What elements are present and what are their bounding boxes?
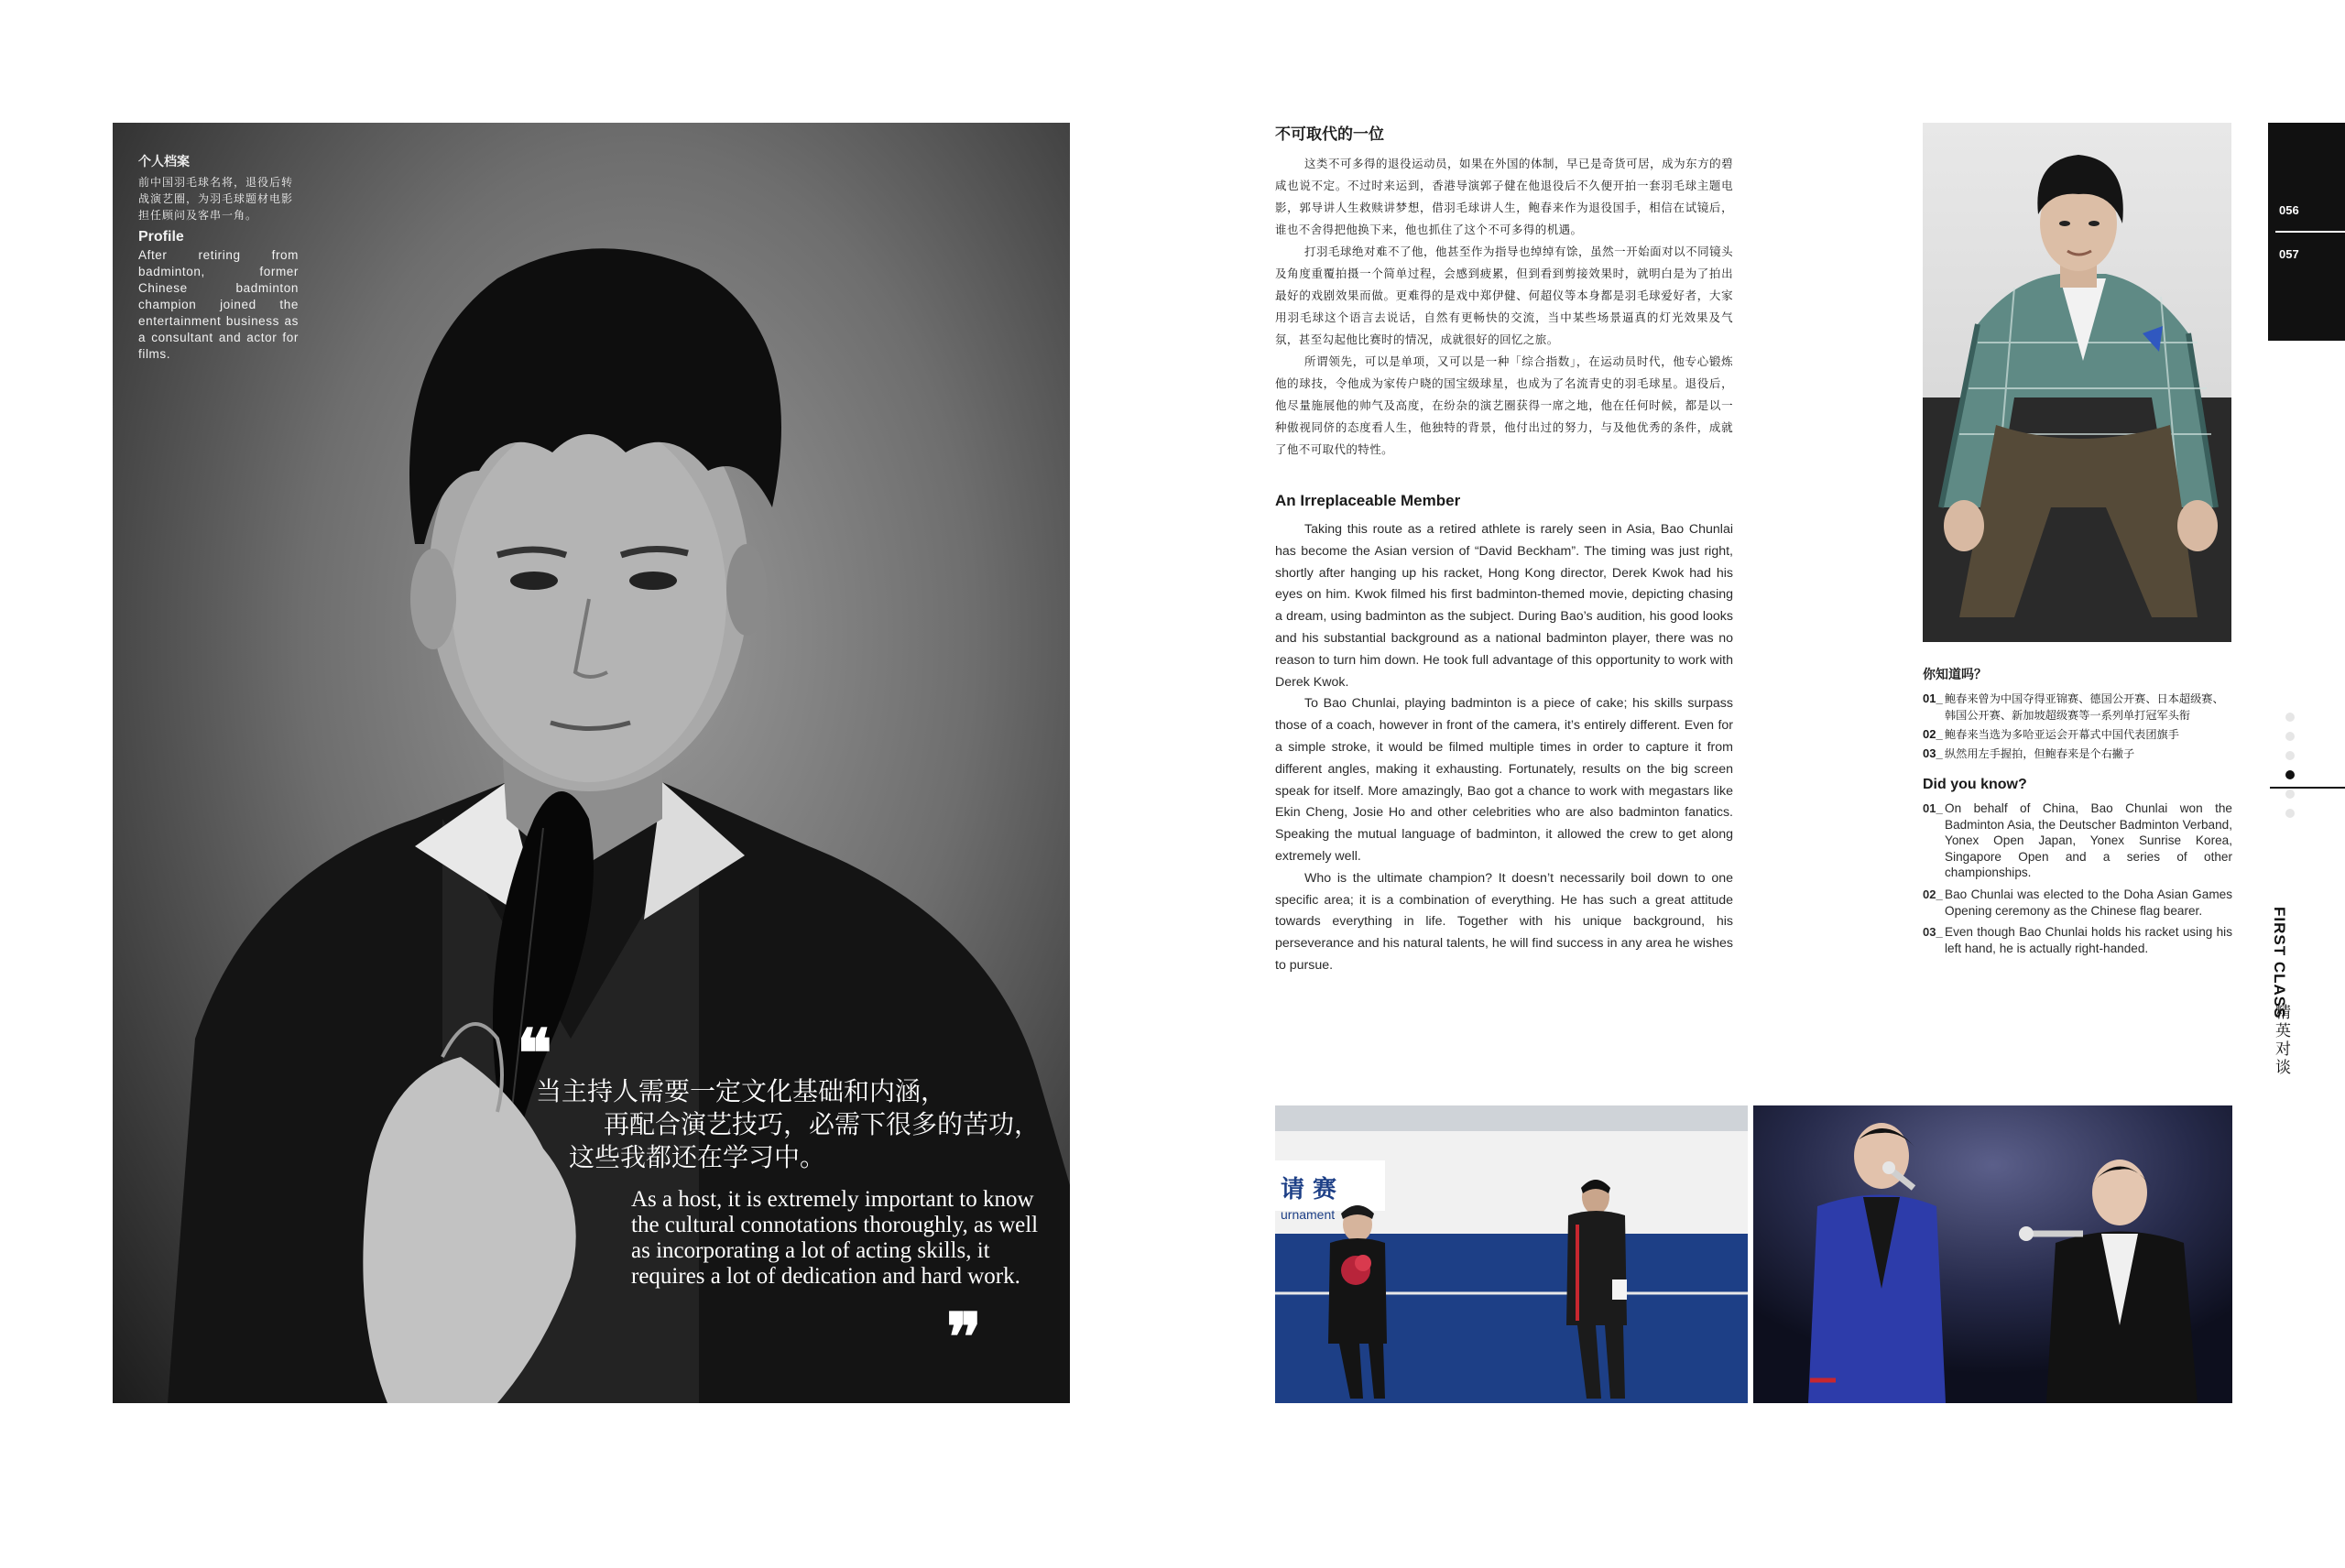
close-quote-icon: ❞: [946, 1298, 982, 1376]
pull-quote-zh-line: 当主持人需要一定文化基础和内涵，: [536, 1076, 947, 1106]
article-zh-paragraph: 所谓领先，可以是单项，又可以是一种「综合指数」，在运动员时代，他专心锻炼他的球技，令他成为家传户晓的国宝级球星，也成为了名流青史的羽毛球星。退役后，他尽量施展他的帅气及高度，在纷杂的演艺圈获得一席之地，他在任何时候，都是以一种傲视同侪的态度看人生，他独特的背景，他付出过的努力，与及他优秀的条件，成就了他不可取代的特性。: [1275, 354, 1733, 456]
open-quote-icon: ❝: [517, 1014, 552, 1092]
dyk-zh-item: [1923, 746, 2232, 762]
pull-quote-en: As a host, it is extremely important to know the cultural connotations thoroughly, as well as incorporating a lot of acting skills, it requires a lot of dedication and hard work.: [631, 1187, 1039, 1289]
progress-dot: [2285, 713, 2295, 722]
page-number-left: 056: [2279, 203, 2299, 217]
dyk-item-number: 01_: [1923, 691, 1943, 705]
article-zh-heading: 不可取代的一位: [1275, 125, 1384, 144]
dyk-item-text: Even though Bao Chunlai holds his racket using his left hand, he is actually right-handed.: [1945, 925, 2232, 955]
dyk-en-title: Did you know?: [1923, 777, 2027, 792]
profile-en-title: Profile: [138, 229, 184, 245]
dyk-item-text: Bao Chunlai was elected to the Doha Asian Games Opening ceremony as the Chinese flag bearer.: [1945, 887, 2232, 918]
article: [1275, 121, 1733, 977]
dyk-item-number: 02_: [1923, 887, 1943, 901]
banner-subtext: urnament: [1281, 1207, 1336, 1222]
sidebar-photo: [1923, 123, 2231, 642]
section-progress-dots: [2281, 713, 2299, 828]
concert-photo: [1753, 1105, 2232, 1403]
section-label-en: FIRST CLASS: [2271, 907, 2288, 1019]
pull-quote-zh: [536, 1075, 1049, 1174]
profile-zh-body: 前中国羽毛球名将，退役后转战演艺圈，为羽毛球题材电影担任顾问及客串一角。: [138, 176, 294, 222]
article-zh-paragraph: 这类不可多得的退役运动员，如果在外国的体制，早已是奇货可居，成为东方的碧咸也说不定。不过时来运到，香港导演郭子健在他退役后不久便开拍一套羽毛球主题电影，郭导讲人生救赎讲梦想，借羽毛球讲人生，鲍春来作为退役国手，相信在试镜后，谁也不舍得把他换下来，他也抓住了这个不可多得的机遇。: [1275, 157, 1733, 236]
progress-dot: [2285, 732, 2295, 741]
dyk-item-text: 鲍春来曾为中国夺得亚锦赛、德国公开赛、日本超级赛、韩国公开赛、新加坡超级赛等一系列单打冠军头衔: [1945, 692, 2224, 722]
article-zh-paragraph: 打羽毛球绝对难不了他，他甚至作为指导也绰绰有馀，虽然一开始面对以不同镜头及角度重覆拍摄一个简单过程，会感到疲累，但到看到剪接效果时，就明白是为了拍出最好的戏剧效果而做。更难得的是戏中郑伊健、何超仪等本身都是羽毛球爱好者，大家用羽毛球这个语言去说话，自然有更畅快的交流，当中某些场景逼真的灯光效果及气氛，甚至勾起他比赛时的情况，成就很好的回忆之旅。: [1275, 245, 1733, 346]
dyk-en-item: [1923, 924, 2232, 956]
article-en-paragraph: Who is the ultimate champion? It doesn’t necessarily boil down to one specific area; it is a combination of everything. He has such a great attitude towards everything in life. Together with his unique background, his perseverance and his natural talents, he will find success in any area he wishes to pursue.: [1275, 870, 1733, 973]
progress-dot: [2285, 789, 2295, 799]
dyk-item-text: 鲍春来当选为多哈亚运会开幕式中国代表团旗手: [1945, 728, 2179, 741]
concert-scene: [1753, 1105, 2232, 1403]
banner-text: 请 赛: [1281, 1176, 1337, 1203]
dyk-en-item: [1923, 800, 2232, 881]
dyk-item-number: 02_: [1923, 727, 1943, 741]
dyk-en-item: [1923, 887, 2232, 919]
pull-quote-zh-line: 这些我都还在学习中。: [569, 1142, 826, 1172]
dyk-item-number: 03_: [1923, 746, 1943, 760]
dyk-item-number: 01_: [1923, 801, 1943, 815]
article-en-heading: An Irreplaceable Member: [1275, 492, 1461, 509]
dyk-zh-item: [1923, 691, 2232, 724]
page-tab-divider: [2275, 231, 2345, 233]
portrait-photo: [113, 123, 1070, 1403]
did-you-know: [1923, 665, 2232, 962]
article-en-paragraph: To Bao Chunlai, playing badminton is a piece of cake; his skills surpass those of a coach, however in front of the camera, it’s entirely different. Even for a simple stroke, it would be filmed multiple times in order to capture it from different angles, making it exhausting. Fortunately, results on the big screen speak for itself. More amazingly, Bao got a chance to work with megastars like Ekin Cheng, Josie Ho and other celebrities who are also badminton fanatics. Speaking the mutual language of badminton, it allowed the crew to get along extremely well.: [1275, 696, 1733, 864]
page-number-right: 057: [2279, 247, 2299, 261]
badminton-ceremony-scene: [1275, 1105, 1748, 1403]
progress-dot: [2285, 809, 2295, 818]
section-label-zh: 精英对谈: [2272, 1004, 2290, 1077]
badminton-ceremony-photo: [1275, 1105, 1748, 1403]
profile-en-body: After retiring from badminton, former Chinese badminton champion joined the entertainment business as a consultant and actor for films.: [138, 248, 299, 361]
progress-dot-active: [2285, 770, 2295, 779]
progress-dot: [2285, 751, 2295, 760]
section-label: [2270, 907, 2301, 1090]
article-en-section: [1275, 492, 1733, 977]
dyk-zh-title: 你知道吗？: [1923, 668, 1987, 682]
dyk-item-text: On behalf of China, Bao Chunlai won the Badminton Asia, the Deutscher Badminton Verband, Yonex Open Japan, Yonex Sunrise Korea, Singapore Open and a series of other championships.: [1945, 801, 2232, 880]
progress-marker-line: [2270, 787, 2345, 789]
pull-quote-zh-line: 再配合演艺技巧，必需下很多的苦功，: [604, 1109, 1041, 1139]
article-zh-section: [1275, 121, 1733, 461]
dyk-zh-item: [1923, 726, 2232, 743]
article-en-paragraph: Taking this route as a retired athlete is rarely seen in Asia, Bao Chunlai has become the Asian version of “David Beckham”. The timing was just right, shortly after hanging up his racket, Hong Kong director, Derek Kwok had his eyes on him. Kwok filmed his first badminton-themed movie, depicting chasing a dream, using badminton as the subject. During Bao’s audition, his good looks and his substantial background as a national badminton player, there was no reason to turn him down. He took full advantage of this opportunity to work with Derek Kwok.: [1275, 522, 1733, 690]
dyk-item-text: 纵然用左手握拍，但鲍春来是个右撇子: [1945, 747, 2135, 760]
sidebar-figure: [1923, 123, 2231, 642]
profile-zh-title: 个人档案: [138, 155, 190, 169]
dyk-item-number: 03_: [1923, 925, 1943, 940]
profile-box: [138, 152, 299, 363]
page-number-tab: [2268, 123, 2345, 341]
